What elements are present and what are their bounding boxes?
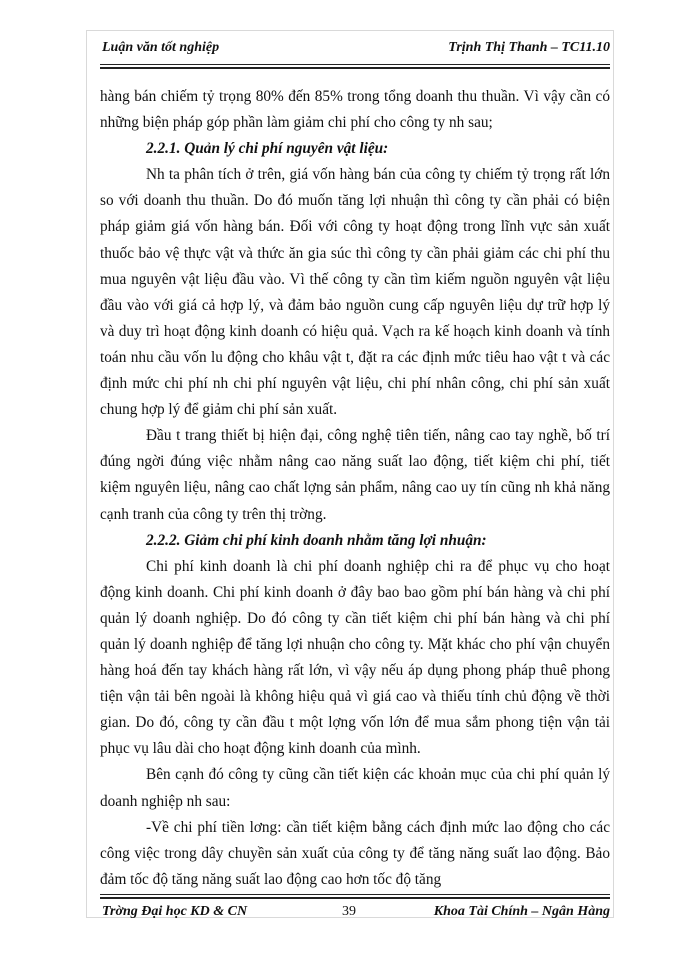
footer-faculty: Khoa Tài Chính – Ngân Hàng: [433, 904, 610, 919]
paragraph-list-item: -Về chi phí tiền lơng: cần tiết kiệm bằng cách định mức lao động cho các công việc trong dây chuyền sản xuất của công ty để tăng năng suất lao động. Bảo đảm tốc độ tăng năng suất lao động cao hơn tốc độ tăng: [100, 818, 610, 888]
page-header: [102, 40, 610, 62]
paragraph: Bên cạnh đó công ty cũng cần tiết kiện các khoản mục của chi phí quản lý doanh nghiệp nh sau:: [100, 766, 610, 810]
footer-university: Trờng Đại học KD & CN: [102, 904, 248, 919]
footer-rule-thick: [100, 897, 610, 899]
document-body: [100, 84, 610, 893]
paragraph: Đầu t trang thiết bị hiện đại, công nghệ tiên tiến, nâng cao tay nghề, bố trí đúng ngời đúng việc nhằm nâng cao năng suất lao động, tiết kiệm chi phí, tiết kiệm nguyên liệu, nâng cao chất lợng sản phẩm, nâng cao uy tín cũng nh khả năng cạnh tranh của công ty trên thị trờng.: [100, 427, 610, 523]
header-rule-thin: [100, 64, 610, 65]
footer-rule-thin: [100, 894, 610, 895]
header-thesis-label: Luận văn tốt nghiệp: [102, 40, 220, 55]
section-heading-2-2-1: 2.2.1. Quản lý chi phí nguyên vật liệu:: [146, 140, 389, 158]
section-heading-2-2-2: 2.2.2. Giảm chi phí kinh doanh nhằm tăng lợi nhuận:: [146, 531, 487, 549]
paragraph-continuation: hàng bán chiếm tỷ trọng 80% đến 85% trong tổng doanh thu thuần. Vì vậy cần có những biện pháp góp phần làm giảm chi phí cho công ty nh sau;: [100, 88, 610, 132]
page-number: 39: [342, 904, 356, 919]
paragraph: Nh ta phân tích ở trên, giá vốn hàng bán của công ty chiếm tỷ trọng rất lớn so với doanh thu thuần. Do đó muốn tăng lợi nhuận thì công ty cần phải có biện pháp giảm giá vốn hàng bán. Đối với công ty hoạt động trong lĩnh vực sản xuất thuốc bảo vệ thực vật và thức ăn gia súc thì công ty cần phải giảm các chi phí thu mua nguyên vật liệu đầu vào. Vì thế công ty cần tìm kiếm nguồn nguyên vật liệu đầu vào với giá cả hợp lý, và đảm bảo nguồn cung cấp nguyên liệu dự trữ hợp lý và duy trì hoạt động kinh doanh có hiệu quả. Vạch ra kế hoạch kinh doanh và tính toán nhu cầu vốn lu động cho khâu vật t, đặt ra các định mức tiêu hao vật t và các định mức chi phí nh chi phí nguyên vật liệu, chi phí nhân công, chi phí sản xuất chung hợp lý để giảm chi phí sản xuất.: [100, 166, 610, 419]
paragraph: Chi phí kinh doanh là chi phí doanh nghiệp chi ra để phục vụ cho hoạt động kinh doanh. Chi phí kinh doanh ở đây bao bao gồm phí bán hàng và chi phí quản lý doanh nghiệp. Do đó công ty cần tiết kiệm chi phí bán hàng và chi phí quản lý doanh nghiệp để tăng lợi nhuận cho công ty. Mặt khác cho phí vận chuyển hàng hoá đến tay khách hàng rất lớn, vì vậy nếu áp dụng phong pháp thuê phong tiện vận tải bên ngoài là không hiệu quả vì giá cao và thiếu tính chủ động về thời gian. Do đó, công ty cần đầu t một lợng vốn lớn để mua sắm phong tiện vận tải phục vụ lâu dài cho hoạt động kinh doanh của mình.: [100, 557, 610, 758]
header-author-class: Trịnh Thị Thanh – TC11.10: [448, 40, 610, 55]
page-footer: [102, 904, 610, 926]
header-rule-thick: [100, 67, 610, 69]
